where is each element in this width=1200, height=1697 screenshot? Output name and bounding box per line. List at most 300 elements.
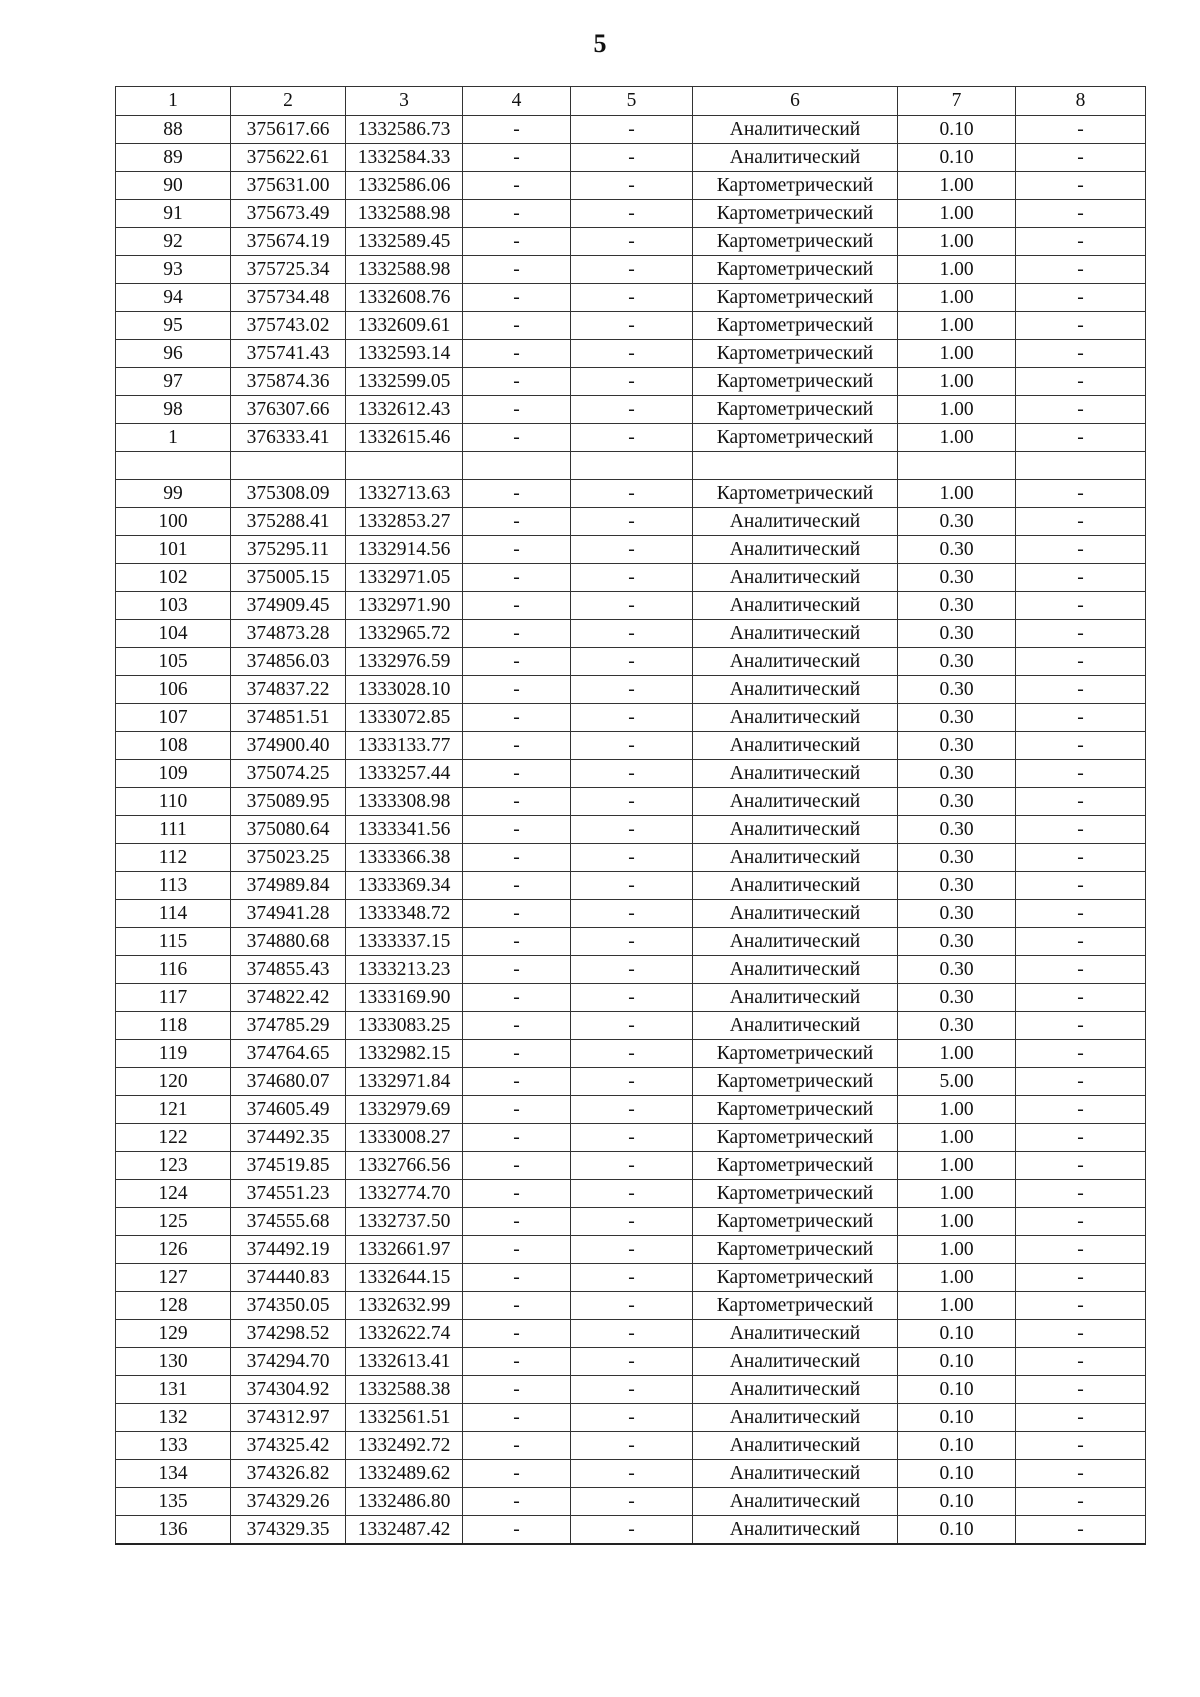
table-cell-col-7: 1.00 [898,1040,1016,1068]
table-cell-col-3: 1332982.15 [346,1040,463,1068]
table-cell-col-7: 0.10 [898,1460,1016,1488]
table-cell-col-6: Аналитический [693,1012,898,1040]
table-cell-col-8: - [1016,1376,1146,1404]
table-cell-col-8: - [1016,200,1146,228]
table-cell-col-4: - [463,1012,571,1040]
table-cell-col-4: - [463,1180,571,1208]
table-cell-col-6: Аналитический [693,508,898,536]
table-cell-col-6: Аналитический [693,648,898,676]
table-cell-col-4: - [463,1124,571,1152]
table-cell-col-3: 1332971.90 [346,592,463,620]
table-cell-col-2: 374851.51 [231,704,346,732]
table-cell-col-1: 136 [116,1516,231,1545]
table-cell-col-4: - [463,172,571,200]
table-cell-col-7: 0.10 [898,116,1016,144]
table-cell-col-7: 0.30 [898,844,1016,872]
table-cell-col-7: 1.00 [898,1124,1016,1152]
table-cell-col-4: - [463,340,571,368]
table-cell-col-7: 0.10 [898,144,1016,172]
table-cell-col-1: 121 [116,1096,231,1124]
table-cell-col-6: Аналитический [693,564,898,592]
table-cell-col-6: Аналитический [693,1404,898,1432]
table-cell-col-8: - [1016,928,1146,956]
table-cell-col-8: - [1016,1208,1146,1236]
table-cell-col-8: - [1016,1264,1146,1292]
table-cell-col-5: - [571,284,693,312]
table-cell-col-2: 375743.02 [231,312,346,340]
table-cell-col-6: Картометрический [693,1292,898,1320]
table-cell-col-1: 89 [116,144,231,172]
table-cell-col-8: - [1016,1068,1146,1096]
table-cell-col-8: - [1016,256,1146,284]
table-cell-col-5: - [571,1404,693,1432]
table-cell-col-3: 1332644.15 [346,1264,463,1292]
table-cell-col-1: 106 [116,676,231,704]
table-cell-col-1: 95 [116,312,231,340]
column-header-3: 3 [346,87,463,116]
table-cell-col-7: 0.30 [898,676,1016,704]
table-cell-col-2: 375734.48 [231,284,346,312]
table-row [116,1292,1146,1320]
table-cell-col-2: 374909.45 [231,592,346,620]
table-cell-col-7: 0.30 [898,760,1016,788]
table-cell-col-2: 375631.00 [231,172,346,200]
table-cell-col-6: Картометрический [693,256,898,284]
coordinates-table [115,86,1146,1545]
table-cell-col-5: - [571,1320,693,1348]
table-cell-col-2: 374873.28 [231,620,346,648]
table-cell-col-7: 1.00 [898,340,1016,368]
table-row [116,564,1146,592]
table-cell-col-6: Картометрический [693,312,898,340]
table-cell-col-8: - [1016,1404,1146,1432]
table-cell-col-8: - [1016,536,1146,564]
table-cell-col-7 [898,452,1016,480]
table-cell-col-5: - [571,396,693,424]
table-cell-col-8: - [1016,592,1146,620]
table-row [116,872,1146,900]
table-row [116,116,1146,144]
table-cell-col-5: - [571,620,693,648]
table-cell-col-1: 91 [116,200,231,228]
table-cell-col-3: 1332588.98 [346,256,463,284]
table-cell-col-5: - [571,1488,693,1516]
table-row [116,508,1146,536]
table-cell-col-8: - [1016,1460,1146,1488]
table-cell-col-7: 1.00 [898,312,1016,340]
table-cell-col-8: - [1016,1516,1146,1545]
table-cell-col-7: 0.30 [898,956,1016,984]
table-cell-col-4: - [463,1404,571,1432]
table-cell-col-5: - [571,956,693,984]
table-cell-col-8: - [1016,480,1146,508]
table-cell-col-7: 1.00 [898,1292,1016,1320]
table-cell-col-3: 1332976.59 [346,648,463,676]
table-row [116,592,1146,620]
table-cell-col-4: - [463,1516,571,1545]
table-cell-col-5: - [571,1180,693,1208]
table-cell-col-1: 129 [116,1320,231,1348]
table-cell-col-6: Картометрический [693,396,898,424]
table-cell-col-7: 1.00 [898,172,1016,200]
table-cell-col-1 [116,452,231,480]
table-cell-col-2: 375741.43 [231,340,346,368]
table-cell-col-7: 1.00 [898,424,1016,452]
column-header-7: 7 [898,87,1016,116]
table-cell-col-3: 1332609.61 [346,312,463,340]
table-cell-col-5: - [571,340,693,368]
table-cell-col-7: 0.30 [898,704,1016,732]
table-cell-col-5: - [571,564,693,592]
table-cell-col-6: Картометрический [693,1096,898,1124]
table-cell-col-2: 375005.15 [231,564,346,592]
table-cell-col-5: - [571,1432,693,1460]
table-cell-col-7: 1.00 [898,256,1016,284]
table-cell-col-5: - [571,1516,693,1545]
table-cell-col-7: 0.10 [898,1432,1016,1460]
table-cell-col-7: 1.00 [898,200,1016,228]
table-cell-col-4: - [463,1292,571,1320]
table-cell-col-3: 1332584.33 [346,144,463,172]
table-cell-col-5: - [571,256,693,284]
table-cell-col-3: 1332589.45 [346,228,463,256]
table-cell-col-8: - [1016,368,1146,396]
table-cell-col-1: 135 [116,1488,231,1516]
table-cell-col-3: 1332593.14 [346,340,463,368]
table-cell-col-2: 375288.41 [231,508,346,536]
table-cell-col-3: 1332588.38 [346,1376,463,1404]
table-cell-col-6: Картометрический [693,480,898,508]
table-cell-col-2: 375089.95 [231,788,346,816]
table-cell-col-2: 374605.49 [231,1096,346,1124]
table-cell-col-1: 1 [116,424,231,452]
table-cell-col-3: 1332586.73 [346,116,463,144]
table-cell-col-3: 1333337.15 [346,928,463,956]
table-cell-col-4: - [463,396,571,424]
table-cell-col-5: - [571,1292,693,1320]
table-cell-col-4: - [463,1264,571,1292]
table-cell-col-1: 88 [116,116,231,144]
table-row [116,788,1146,816]
table-row [116,1488,1146,1516]
table-row [116,732,1146,760]
table-body [116,116,1146,1545]
table-cell-col-6: Картометрический [693,340,898,368]
table-cell-col-6: Аналитический [693,1460,898,1488]
table-row [116,368,1146,396]
table-cell-col-4: - [463,256,571,284]
table-cell-col-8: - [1016,1152,1146,1180]
table-cell-col-6: Аналитический [693,732,898,760]
table-cell-col-7: 0.30 [898,592,1016,620]
table-cell-col-1: 127 [116,1264,231,1292]
table-cell-col-7: 0.30 [898,928,1016,956]
table-cell-col-5: - [571,536,693,564]
table-cell-col-6: Картометрический [693,1236,898,1264]
table-cell-col-2: 375673.49 [231,200,346,228]
table-cell-col-5: - [571,368,693,396]
table-cell-col-1: 94 [116,284,231,312]
table-row [116,200,1146,228]
table-cell-col-1: 92 [116,228,231,256]
table-cell-col-3: 1332561.51 [346,1404,463,1432]
table-cell-col-2: 376333.41 [231,424,346,452]
table-cell-col-8: - [1016,816,1146,844]
table-cell-col-8: - [1016,284,1146,312]
table-cell-col-1: 132 [116,1404,231,1432]
table-cell-col-4: - [463,844,571,872]
table-cell-col-2: 374880.68 [231,928,346,956]
table-cell-col-8: - [1016,1292,1146,1320]
table-cell-col-1: 125 [116,1208,231,1236]
table-cell-col-3: 1332766.56 [346,1152,463,1180]
table-cell-col-2: 374519.85 [231,1152,346,1180]
table-cell-col-3: 1333028.10 [346,676,463,704]
table-cell-col-1: 118 [116,1012,231,1040]
table-row [116,1348,1146,1376]
table-row [116,284,1146,312]
table-cell-col-1: 124 [116,1180,231,1208]
table-cell-col-7: 1.00 [898,480,1016,508]
table-cell-col-4: - [463,732,571,760]
table-row [116,1432,1146,1460]
table-cell-col-2: 374329.26 [231,1488,346,1516]
table-cell-col-3: 1332486.80 [346,1488,463,1516]
table-cell-col-4: - [463,1236,571,1264]
table-cell-col-5: - [571,984,693,1012]
table-cell-col-6: Аналитический [693,984,898,1012]
table-cell-col-4: - [463,788,571,816]
table-cell-col-2: 374551.23 [231,1180,346,1208]
table-cell-col-7: 1.00 [898,1208,1016,1236]
table-cell-col-3: 1333072.85 [346,704,463,732]
table-cell-col-1: 98 [116,396,231,424]
table-row [116,480,1146,508]
table-cell-col-3: 1332487.42 [346,1516,463,1545]
table-cell-col-2: 374329.35 [231,1516,346,1545]
table-cell-col-2: 375874.36 [231,368,346,396]
table-cell-col-3: 1332713.63 [346,480,463,508]
table-cell-col-4: - [463,984,571,1012]
table-cell-col-1: 117 [116,984,231,1012]
table-cell-col-2: 374900.40 [231,732,346,760]
table-cell-col-5: - [571,732,693,760]
table-cell-col-4: - [463,312,571,340]
table-cell-col-1: 108 [116,732,231,760]
table-cell-col-3: 1333257.44 [346,760,463,788]
table-cell-col-7: 1.00 [898,1180,1016,1208]
table-cell-col-8: - [1016,1124,1146,1152]
table-cell-col-2: 374989.84 [231,872,346,900]
table-cell-col-7: 5.00 [898,1068,1016,1096]
table-cell-col-5: - [571,928,693,956]
table-cell-col-1: 100 [116,508,231,536]
table-cell-col-3: 1333008.27 [346,1124,463,1152]
table-cell-col-4: - [463,816,571,844]
table-row [116,1124,1146,1152]
table-cell-col-7: 0.10 [898,1404,1016,1432]
table-cell-col-6: Картометрический [693,424,898,452]
table-cell-col-8: - [1016,1096,1146,1124]
table-cell-col-6: Картометрический [693,1180,898,1208]
table-cell-col-6: Картометрический [693,1152,898,1180]
table-cell-col-1: 90 [116,172,231,200]
table-cell-col-4: - [463,116,571,144]
table-cell-col-4: - [463,1040,571,1068]
table-cell-col-1: 130 [116,1348,231,1376]
header-row [116,87,1146,116]
table-cell-col-4: - [463,704,571,732]
column-header-8: 8 [1016,87,1146,116]
table-cell-col-1: 112 [116,844,231,872]
table-row [116,1068,1146,1096]
table-cell-col-3: 1332608.76 [346,284,463,312]
table-cell-col-6: Картометрический [693,172,898,200]
table-cell-col-6: Аналитический [693,844,898,872]
table-cell-col-1: 134 [116,1460,231,1488]
table-cell-col-1: 101 [116,536,231,564]
table-cell-col-4: - [463,144,571,172]
table-cell-col-3: 1333169.90 [346,984,463,1012]
table-cell-col-4: - [463,1348,571,1376]
table-cell-col-3 [346,452,463,480]
table-cell-col-6: Картометрический [693,1068,898,1096]
table-cell-col-1: 104 [116,620,231,648]
table-cell-col-6: Аналитический [693,788,898,816]
table-cell-col-4: - [463,368,571,396]
table-cell-col-5: - [571,1460,693,1488]
table-cell-col-6: Аналитический [693,760,898,788]
table-cell-col-4: - [463,1488,571,1516]
column-header-5: 5 [571,87,693,116]
table-cell-col-6 [693,452,898,480]
table-row [116,984,1146,1012]
table-row [116,704,1146,732]
table-cell-col-2: 375023.25 [231,844,346,872]
table-cell-col-3: 1333308.98 [346,788,463,816]
table-cell-col-6: Аналитический [693,1432,898,1460]
table-cell-col-7: 1.00 [898,284,1016,312]
table-cell-col-4: - [463,1068,571,1096]
table-cell-col-8: - [1016,872,1146,900]
table-row [116,928,1146,956]
table-cell-col-8: - [1016,564,1146,592]
table-cell-col-5: - [571,1376,693,1404]
table-cell-col-2: 374326.82 [231,1460,346,1488]
table-cell-col-8: - [1016,732,1146,760]
table-cell-col-7: 0.30 [898,536,1016,564]
table-cell-col-4: - [463,676,571,704]
table-cell-col-2: 374312.97 [231,1404,346,1432]
table-cell-col-2: 374440.83 [231,1264,346,1292]
table-cell-col-4: - [463,1208,571,1236]
table-cell-col-5: - [571,816,693,844]
table-cell-col-2: 374785.29 [231,1012,346,1040]
table-row [116,144,1146,172]
table-cell-col-2: 374680.07 [231,1068,346,1096]
table-cell-col-7: 0.30 [898,732,1016,760]
table-cell-col-2: 374555.68 [231,1208,346,1236]
table-cell-col-8: - [1016,1432,1146,1460]
table-cell-col-2: 375617.66 [231,116,346,144]
table-cell-col-3: 1332586.06 [346,172,463,200]
table-cell-col-3: 1333348.72 [346,900,463,928]
table-cell-col-1: 120 [116,1068,231,1096]
table-cell-col-4: - [463,480,571,508]
table-cell-col-7: 1.00 [898,1264,1016,1292]
table-cell-col-5: - [571,1124,693,1152]
table-row [116,172,1146,200]
table-row [116,1012,1146,1040]
table-row [116,424,1146,452]
table-cell-col-4: - [463,648,571,676]
table-cell-col-4: - [463,1432,571,1460]
table-cell-col-3: 1333366.38 [346,844,463,872]
column-header-2: 2 [231,87,346,116]
table-cell-col-7: 1.00 [898,228,1016,256]
table-cell-col-1: 107 [116,704,231,732]
table-cell-col-2: 375074.25 [231,760,346,788]
table-cell-col-2 [231,452,346,480]
table-cell-col-5: - [571,1096,693,1124]
table-cell-col-4: - [463,1460,571,1488]
table-cell-col-2: 375080.64 [231,816,346,844]
table-row [116,312,1146,340]
table-cell-col-7: 1.00 [898,1152,1016,1180]
table-cell-col-8: - [1016,676,1146,704]
table-cell-col-2: 376307.66 [231,396,346,424]
table-cell-col-4: - [463,900,571,928]
table-cell-col-1: 115 [116,928,231,956]
table-cell-col-4: - [463,424,571,452]
table-cell-col-8: - [1016,844,1146,872]
table-cell-col-7: 0.10 [898,1348,1016,1376]
table-cell-col-8 [1016,452,1146,480]
table-row [116,1152,1146,1180]
table-cell-col-5: - [571,704,693,732]
table-cell-col-4: - [463,536,571,564]
table-cell-col-3: 1332971.05 [346,564,463,592]
table-cell-col-1: 119 [116,1040,231,1068]
table-cell-col-3: 1332661.97 [346,1236,463,1264]
table-cell-col-7: 0.30 [898,788,1016,816]
table-cell-col-8: - [1016,1236,1146,1264]
table-cell-col-8: - [1016,396,1146,424]
table-cell-col-3: 1332632.99 [346,1292,463,1320]
table-row [116,1264,1146,1292]
table-cell-col-1: 93 [116,256,231,284]
table-cell-col-8: - [1016,1012,1146,1040]
table-cell-col-3: 1332588.98 [346,200,463,228]
table-row [116,340,1146,368]
table-row [116,1516,1146,1545]
table-cell-col-7: 0.30 [898,508,1016,536]
table-cell-col-3: 1332971.84 [346,1068,463,1096]
table-cell-col-7: 1.00 [898,396,1016,424]
table-cell-col-2: 374325.42 [231,1432,346,1460]
table-row [116,1320,1146,1348]
table-header [116,87,1146,116]
table-cell-col-6: Картометрический [693,228,898,256]
table-cell-col-8: - [1016,1180,1146,1208]
table-cell-col-8: - [1016,760,1146,788]
table-cell-col-1: 99 [116,480,231,508]
table-cell-col-1: 97 [116,368,231,396]
table-cell-col-5: - [571,592,693,620]
table-cell-col-8: - [1016,1488,1146,1516]
table-cell-col-8: - [1016,172,1146,200]
table-cell-col-5: - [571,1236,693,1264]
